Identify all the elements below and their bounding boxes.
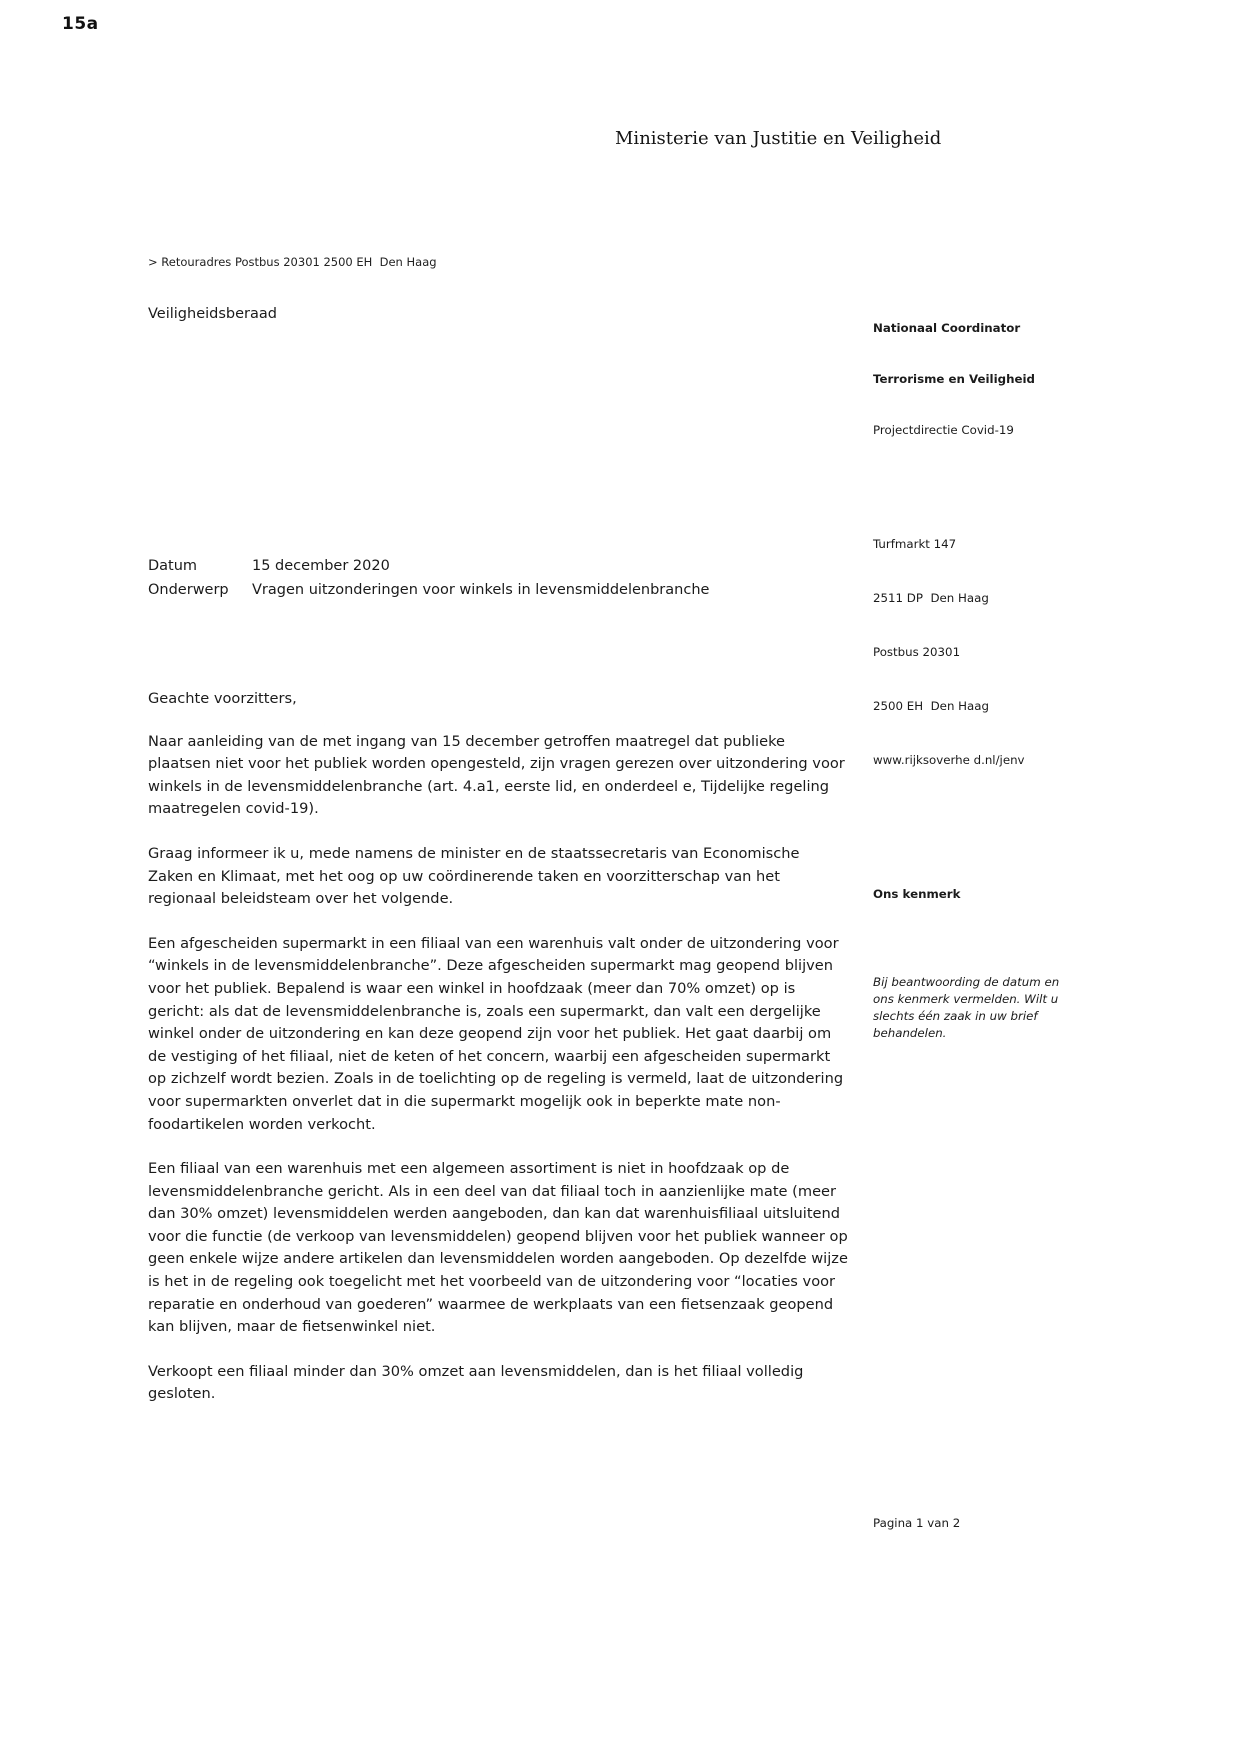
salutation: Geachte voorzitters, [148,690,297,707]
return-address: > Retouradres Postbus 20301 2500 EH Den Haag [148,255,437,269]
kenmerk-note: Bij beantwoording de datum en ons kenmerk vermelden. Wilt u slechts één zaak in uw brief behandelen. [873,975,1063,1040]
org-address-block [873,499,1063,805]
letter-body [148,688,848,1406]
address-line-postbus: Postbus 20301 [873,645,961,659]
page-number: Pagina 1 van 2 [873,1516,961,1530]
onderwerp-row [148,579,709,603]
body-paragraph-1: Naar aanleiding van de met ingang van 15 december getroffen maatregel dat publieke plaatsen niet voor het publiek worden opengesteld, zijn vragen gerezen over uitzondering voor winkels in de levensmiddelenbranche (art. 4.a1, eerste lid, en onderdeel e, Tijdelijke regeling maatregelen covid-19). [148,732,845,818]
address-line-street: Turfmarkt 147 [873,537,957,551]
onderwerp-value: Vragen uitzonderingen voor winkels in levensmiddelenbranche [252,581,710,598]
datum-label: Datum [148,558,198,574]
exhibit-number: 15a [62,14,99,34]
org-unit: Projectdirectie Covid-19 [873,423,1014,437]
org-name-line-2: Terrorisme en Veiligheid [873,372,1035,386]
letterhead-sidebar [873,286,1063,1076]
datum-row [148,555,709,579]
addressee-name: Veiligheidsberaad [148,306,277,322]
letter-meta [148,555,709,602]
body-paragraph-4: Een filiaal van een warenhuis met een algemeen assortiment is niet in hoofdzaak op de levensmiddelenbranche gericht. Als in een deel van dat filiaal toch in aanzienlijke mate (meer dan 30% omzet) levensmiddelen werden aangeboden, dan kan dat warenhuisfiliaal uitsluitend voor die functie (de verkoop van levensmiddelen) geopend blijven voor het publiek wanneer op geen enkele wijze andere artikelen dan levensmiddelen worden aangeboden. Op dezelfde wijze is het in de regeling ook toegelicht met het voorbeeld van de uitzondering voor “locaties voor reparatie en onderhoud van goederen” waarmee de werkplaats van een fietsenzaak geopend kan blijven, maar de fietsenwinkel niet. [148,1160,848,1336]
body-paragraph-2: Graag informeer ik u, mede namens de minister en de staatssecretaris van Economische Zaken en Klimaat, met het oog op uw coördinerende taken en voorzitterschap van het regionaal beleidsteam over het volgende. [148,844,800,908]
body-paragraph-5: Verkoopt een filiaal minder dan 30% omzet aan levensmiddelen, dan is het filiaal volledig gesloten. [148,1362,804,1403]
org-name-line-1: Nationaal Coordinator [873,321,1021,335]
onderwerp-label: Onderwerp [148,581,229,598]
kenmerk-label: Ons kenmerk [873,887,961,901]
ministry-wordmark: Ministerie van Justitie en Veiligheid [615,128,942,149]
address-line-website: www.rijksoverhe d.nl/jenv [873,753,1025,767]
body-paragraph-3: Een afgescheiden supermarkt in een filiaal van een warenhuis valt onder de uitzondering voor “winkels in de levensmiddelenbranche”. Deze afgescheiden supermarkt mag geopend blijven voor het publiek. Bepalend is waar een winkel in hoofdzaak (meer dan 70% omzet) op is gericht: als dat de levensmiddelenbranche is, zoals een supermarkt, dan valt een dergelijke winkel onder de uitzondering en kan deze geopend zijn voor het publiek. Het gaat daarbij om de vestiging of het filiaal, niet de keten of het concern, waarbij een afgescheiden supermarkt op zichzelf wordt bezien. Zoals in de toelichting op de regeling is vermeld, laat de uitzondering voor supermarkten onverlet dat in die supermarkt mogelijk ook in beperkte mate non-foodartikelen worden verkocht. [148,934,844,1133]
address-line-postbus-postcode: 2500 EH Den Haag [873,699,989,713]
datum-value: 15 december 2020 [252,558,390,574]
address-line-postcode: 2511 DP Den Haag [873,591,989,605]
